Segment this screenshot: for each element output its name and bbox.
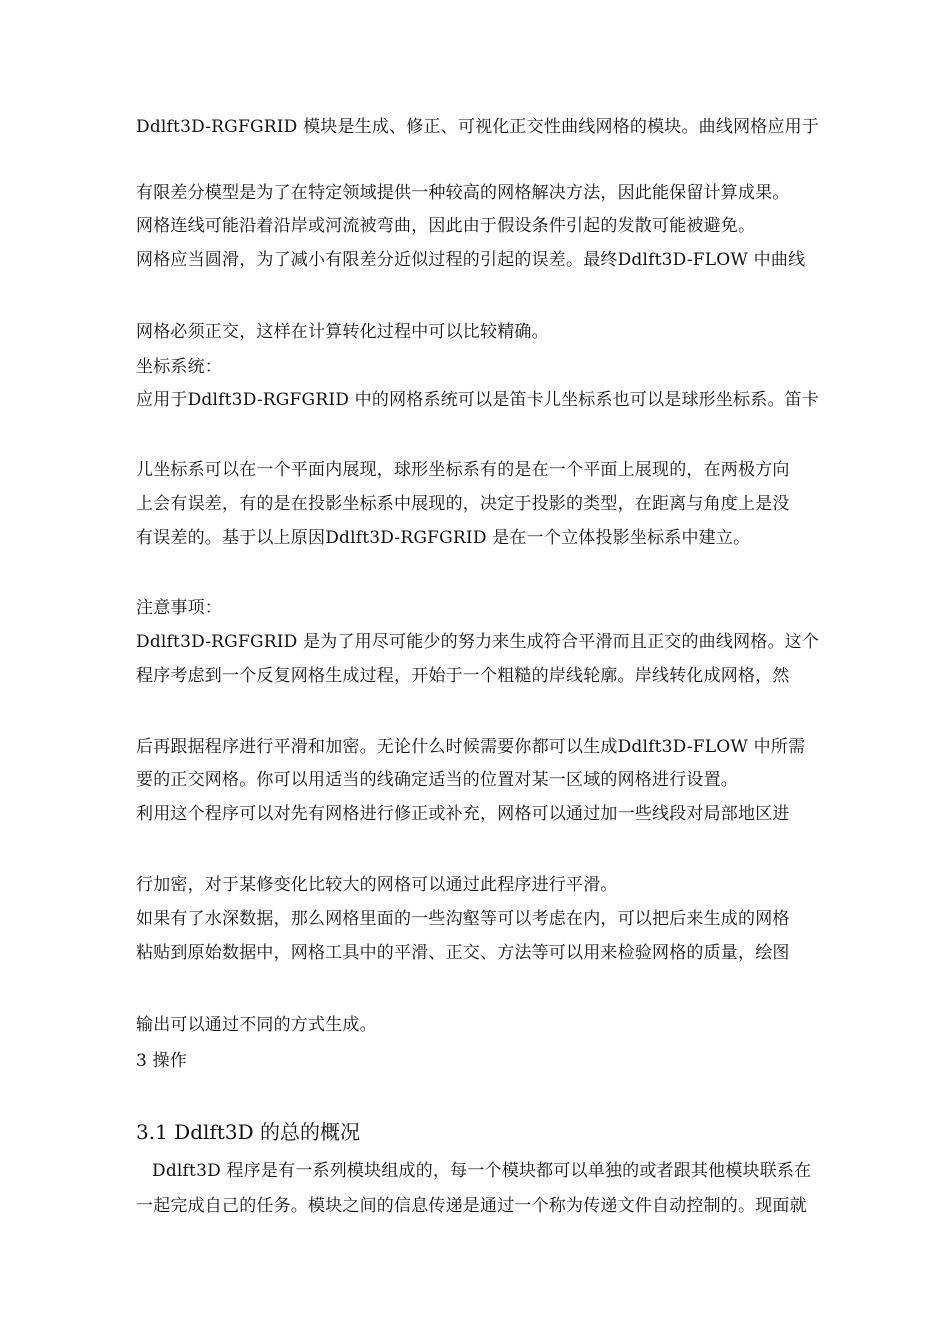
paragraph-2-line-3: 上会有误差，有的是在投影坐标系中展现的，决定于投影的类型，在距离与角度上是没 — [136, 494, 790, 514]
paragraph-1-line-1: Ddlft3D-RGFGRID 模块是生成、修正、可视化正交性曲线网格的模块。曲线网格应用于 — [136, 117, 820, 137]
paragraph-1-line-4: 网格应当圆滑，为了减小有限差分近似过程的引起的误差。最终Ddlft3D-FLOW 中曲线 — [136, 250, 806, 270]
paragraph-3-line-1: Ddlft3D-RGFGRID 是为了用尽可能少的努力来生成符合平滑而且正交的曲线网格。这个 — [136, 632, 820, 652]
notes-heading: 注意事项： — [136, 598, 222, 618]
paragraph-2-line-1: 应用于Ddlft3D-RGFGRID 中的网格系统可以是笛卡儿坐标系也可以是球形坐标系。笛卡 — [136, 390, 820, 410]
paragraph-3-line-4: 要的正交网格。你可以用适当的线确定适当的位置对某一区域的网格进行设置。 — [136, 770, 738, 790]
paragraph-4-line-2: 一起完成自己的任务。模块之间的信息传递是通过一个称为传递文件自动控制的。现面就 — [136, 1196, 807, 1216]
paragraph-1-line-5: 网格必须正交，这样在计算转化过程中可以比较精确。 — [136, 322, 549, 342]
paragraph-2-line-2: 儿坐标系可以在一个平面内展现，球形坐标系有的是在一个平面上展现的，在两极方向 — [136, 460, 790, 480]
paragraph-1-line-3: 网格连线可能沿着沿岸或河流被弯曲，因此由于假设条件引起的发散可能被避免。 — [136, 216, 756, 236]
paragraph-3-line-8: 粘贴到原始数据中，网格工具中的平滑、正交、方法等可以用来检验网格的质量，绘图 — [136, 943, 790, 963]
coordinate-system-heading: 坐标系统： — [136, 357, 222, 377]
paragraph-3-line-3: 后再跟据程序进行平滑和加密。无论什么时候需要你都可以生成Ddlft3D-FLOW 中所需 — [136, 737, 806, 757]
paragraph-3-line-6: 行加密，对于某修变化比较大的网格可以通过此程序进行平滑。 — [136, 875, 618, 895]
paragraph-4-line-1: Ddlft3D 程序是有一系列模块组成的，每一个模块都可以单独的或者跟其他模块联系在 — [152, 1161, 812, 1181]
section-3-1-heading: 3.1 Ddlft3D 的总的概况 — [136, 1120, 360, 1144]
paragraph-2-line-4: 有误差的。基于以上原因Ddlft3D-RGFGRID 是在一个立体投影坐标系中建立。 — [136, 528, 751, 548]
paragraph-3-line-2: 程序考虑到一个反复网格生成过程，开始于一个粗糙的岸线轮廓。岸线转化成网格，然 — [136, 666, 790, 686]
paragraph-1-line-2: 有限差分模型是为了在特定领域提供一种较高的网格解决方法，因此能保留计算成果。 — [136, 183, 790, 203]
section-3-heading: 3 操作 — [136, 1051, 188, 1071]
paragraph-3-line-5: 利用这个程序可以对先有网格进行修正或补充，网格可以通过加一些线段对局部地区进 — [136, 804, 790, 824]
paragraph-3-line-9: 输出可以通过不同的方式生成。 — [136, 1015, 377, 1035]
paragraph-3-line-7: 如果有了水深数据，那么网格里面的一些沟壑等可以考虑在内，可以把后来生成的网格 — [136, 909, 790, 929]
